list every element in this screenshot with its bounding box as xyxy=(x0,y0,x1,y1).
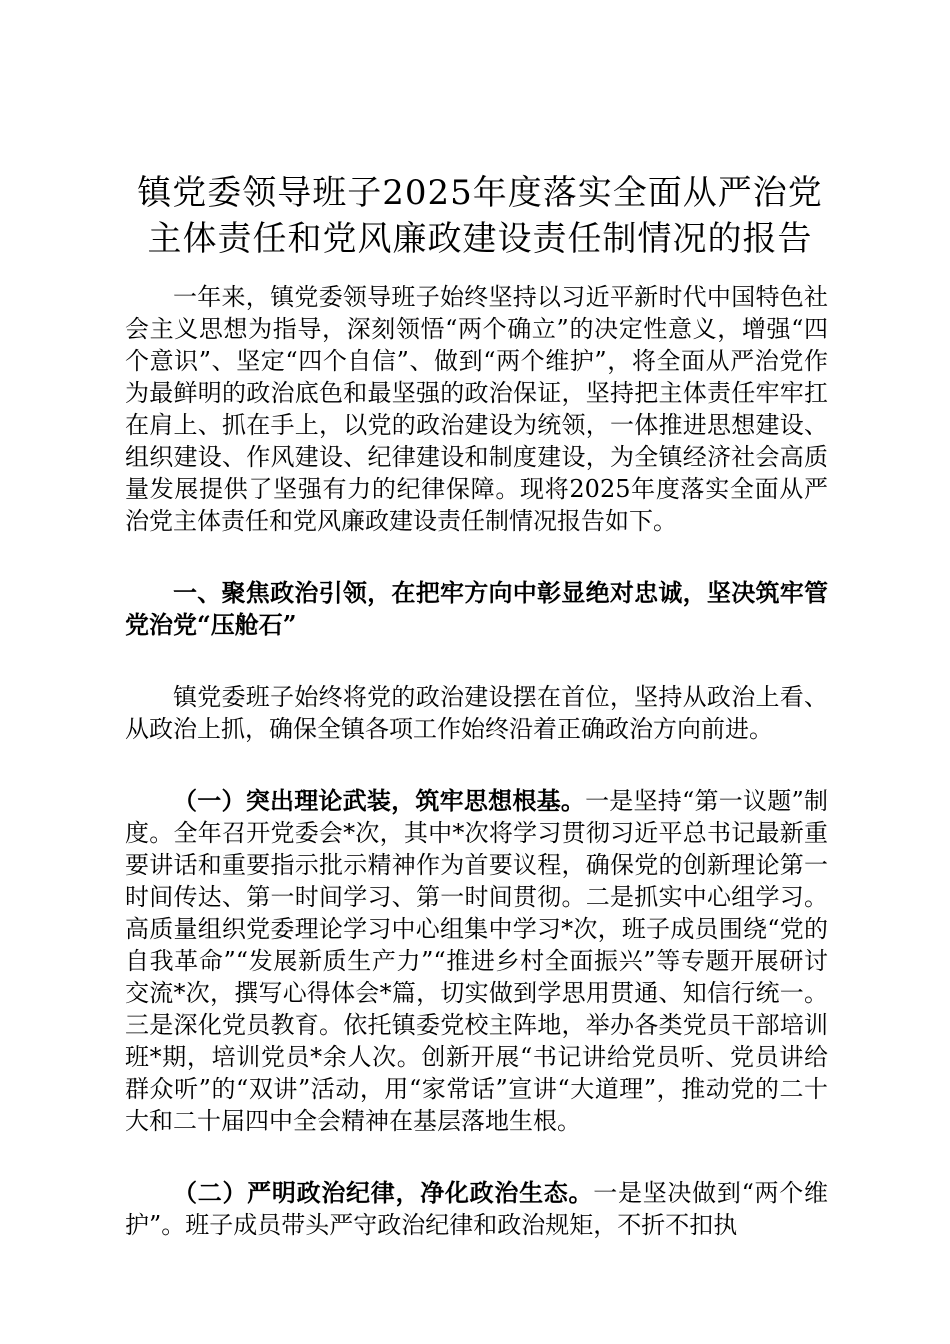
intro-paragraph: 一年来，镇党委领导班子始终坚持以习近平新时代中国特色社会主义思想为指导，深刻领悟“两个确立”的决定性意义，增强“四个意识”、坚定“四个自信”、做到“两个维护”，将全面从严治党作为最鲜明的政治底色和最坚强的政治保证，坚持把主体责任牢牢扛在肩上、抓在手上，以党的政治建设为统领，一体推进思想建设、组织建设、作风建设、纪律建设和制度建设，为全镇经济社会高质量发展提供了坚强有力的纪律保障。现将2025年度落实全面从严治党主体责任和党风廉政建设责任制情况报告如下。 xyxy=(125,283,828,535)
report-title-line-2: 主体责任和党风廉政建设责任制情况的报告 xyxy=(147,219,813,259)
paragraph-spacer xyxy=(125,641,828,681)
section-1-intro-paragraph: 镇党委班子始终将党的政治建设摆在首位，坚持从政治上看、从政治上抓，确保全镇各项工作始终沿着正确政治方向前进。 xyxy=(125,683,828,743)
subsection-2-lead: （二）严明政治纪律，净化政治生态。 xyxy=(173,1178,594,1207)
paragraph-spacer xyxy=(125,537,828,577)
paragraph-spacer xyxy=(125,745,828,785)
subsection-1-body: 一是坚持“第一议题”制度。全年召开党委会*次，其中*次将学习贯彻习近平总书记最新重要讲话和重要指示批示精神作为首要议程，确保党的创新理论第一时间传达、第一时间学习、第一时间贯彻。二是抓实中心组学习。高质量组织党委理论学习中心组集中学习*次，班子成员围绕“党的自我革命”“发展新质生产力”“推进乡村全面振兴”等专题开展研讨交流*次，撰写心得体会*篇，切实做到学思用贯通、知信行统一。三是深化党员教育。依托镇委党校主阵地，举办各类党员干部培训班*期，培训党员*余人次。创新开展“书记讲给党员听、党员讲给群众听”的“双讲”活动，用“家常话”宣讲“大道理”，推动党的二十大和二十届四中全会精神在基层落地生根。 xyxy=(125,787,828,1135)
report-title-line-1: 镇党委领导班子2025年度落实全面从严治党 xyxy=(137,173,823,213)
subsection-2-body: 一是坚决做到“两个维护”。班子成员带头严守政治纪律和政治规矩，不折不扣执 xyxy=(125,1179,828,1239)
subsection-2-paragraph xyxy=(125,1177,828,1241)
subsection-1-paragraph xyxy=(125,785,828,1137)
paragraph-spacer xyxy=(125,1137,828,1177)
report-body xyxy=(125,281,828,1241)
section-1-heading: 一、聚焦政治引领，在把牢方向中彰显绝对忠诚，坚决筑牢管党治党“压舱石” xyxy=(125,578,828,639)
report-title xyxy=(120,170,840,262)
subsection-1-lead: （一）突出理论武装，筑牢思想根基。 xyxy=(173,786,586,815)
